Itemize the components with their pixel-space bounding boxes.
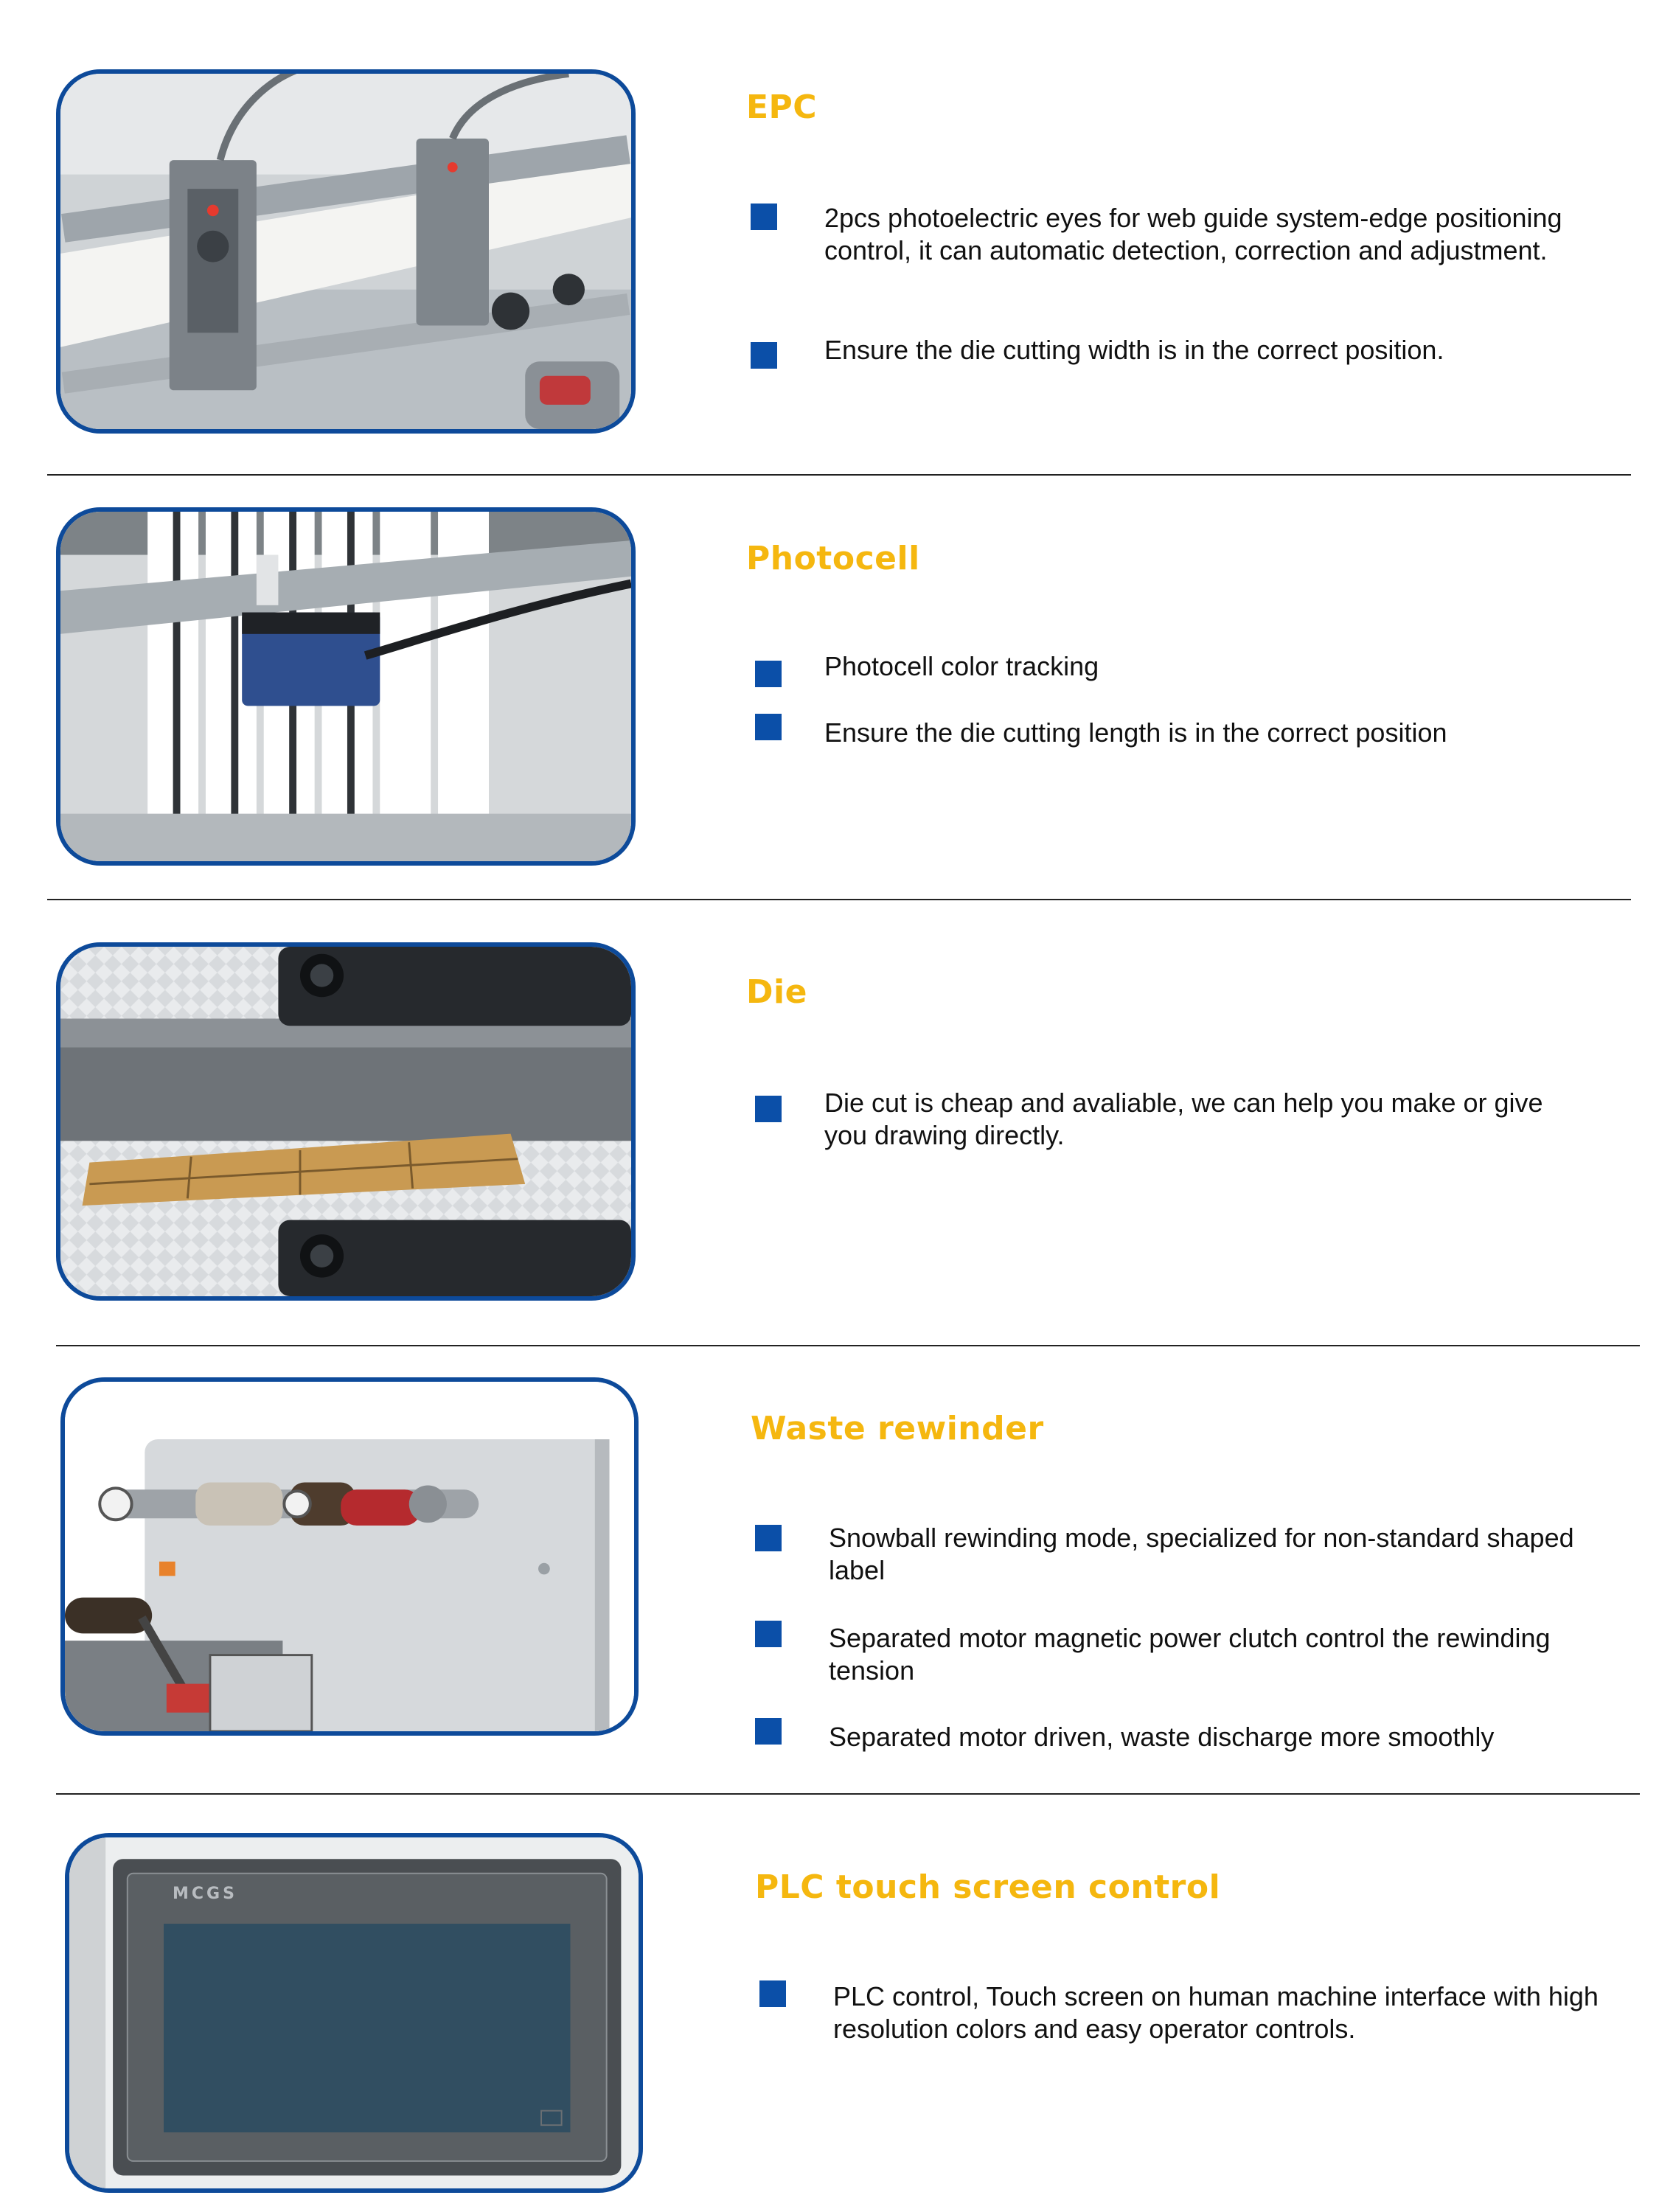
bullet-text: Snowball rewinding mode, specialized for non-standard shaped label xyxy=(829,1523,1574,1585)
section-title: PLC touch screen control xyxy=(755,1868,1221,1906)
section-divider xyxy=(47,899,1631,900)
section-divider xyxy=(56,1345,1640,1346)
bullet-text: Separated motor driven, waste discharge more smoothly xyxy=(829,1722,1495,1752)
bullet-marker xyxy=(751,204,777,230)
bullet-text: Ensure the die cutting length is in the correct position xyxy=(824,717,1447,748)
bullet-text: Die cut is cheap and avaliable, we can help you make or give you drawing directly. xyxy=(824,1088,1543,1150)
bullet-marker xyxy=(755,661,782,687)
bullet-marker xyxy=(755,714,782,740)
waste-rewinder-photo xyxy=(60,1377,639,1736)
section-divider xyxy=(56,1793,1640,1795)
bullet-marker xyxy=(755,1718,782,1745)
section-title: Photocell xyxy=(746,540,920,577)
photocell-photo xyxy=(56,507,636,866)
bullet-text: PLC control, Touch screen on human machine interface with high resolution colors and easy operator controls. xyxy=(833,1981,1599,2044)
bullet-marker xyxy=(755,1621,782,1647)
bullet-text: Ensure the die cutting width is in the correct position. xyxy=(824,335,1444,365)
bullet-text: Photocell color tracking xyxy=(824,651,1099,681)
die-photo xyxy=(56,942,636,1301)
plc-touch-screen-photo xyxy=(65,1833,643,2193)
bullet-marker xyxy=(755,1525,782,1551)
screen-brand-label: MCGS xyxy=(173,1885,237,1903)
section-title: Die xyxy=(746,973,807,1011)
section-title: Waste rewinder xyxy=(751,1410,1044,1447)
section-title: EPC xyxy=(746,88,818,126)
bullet-marker xyxy=(759,1980,786,2007)
epc-photo xyxy=(56,69,636,434)
bullet-marker xyxy=(751,342,777,369)
section-divider xyxy=(47,474,1631,476)
bullet-marker xyxy=(755,1096,782,1122)
bullet-text: Separated motor magnetic power clutch control the rewinding tension xyxy=(829,1623,1551,1686)
bullet-text: 2pcs photoelectric eyes for web guide system-edge positioning control, it can automatic detection, correction and adjustment. xyxy=(824,203,1562,265)
